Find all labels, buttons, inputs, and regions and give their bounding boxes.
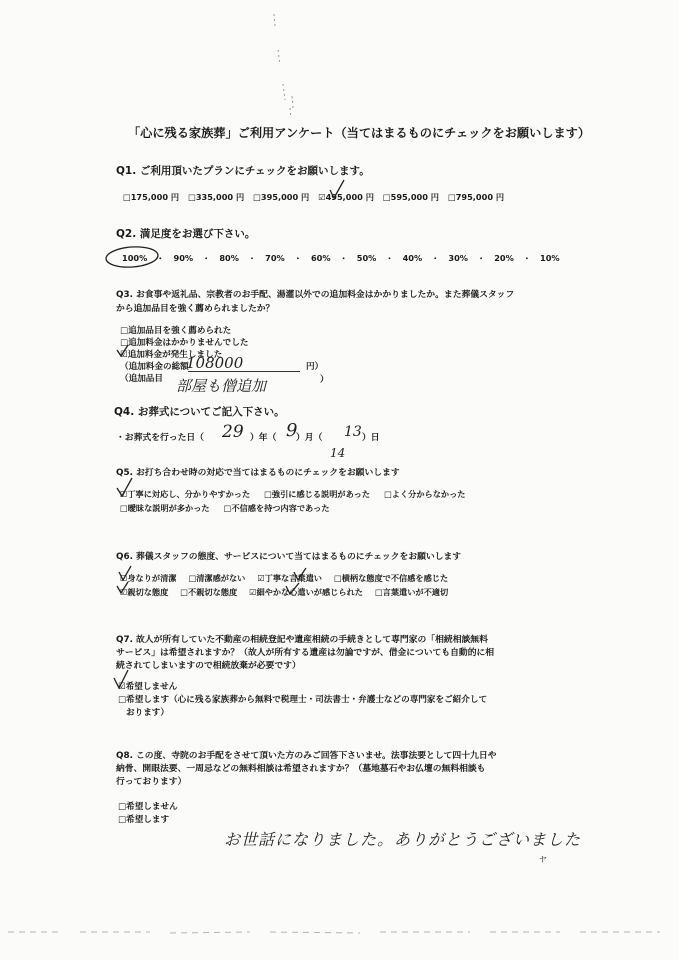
q7-option-yes-line2: おります） bbox=[126, 708, 169, 718]
scan-noise-top bbox=[274, 14, 293, 118]
q6-check-mark-2 bbox=[294, 568, 306, 580]
q6-check-mark-3 bbox=[117, 582, 128, 593]
q3-option-extra-fee[interactable]: ☑追加料金が発生しました bbox=[120, 350, 223, 360]
q4-month-value[interactable]: 9 bbox=[286, 420, 298, 441]
q3-item-label: （追加品目 bbox=[120, 374, 163, 384]
q3-check-mark bbox=[117, 345, 128, 356]
q8-question-line2: 納骨、開眼法要、一周忌などの無料相談は希望されますか？（墓地墓石やお仏壇の無料相談も bbox=[116, 764, 486, 774]
q4-year-label: ）年（ bbox=[250, 433, 277, 443]
q6-option-polite-language[interactable]: ☑丁寧な言葉遣い bbox=[257, 573, 322, 583]
q2-options: 100% ・ 90% ・ 80% ・ 70% ・ 60% ・ 50% ・ 40% ・ 30% ・ 20% ・ 10% bbox=[122, 253, 560, 263]
q2-option-90[interactable]: 90% bbox=[173, 253, 194, 263]
q6-check-mark-4 bbox=[286, 583, 299, 594]
corner-mark: ヤ bbox=[538, 855, 546, 864]
q6-option-attentive[interactable]: ☑細やかな心遣いが感じられた bbox=[249, 587, 363, 597]
q5-option-unclear[interactable]: □よく分からなかった bbox=[384, 489, 466, 499]
survey-title: 「心に残る家族葬」ご利用アンケート（当てはまるものにチェックをお願いします） bbox=[128, 126, 591, 140]
q3-question-line2: から追加品目を強く薦められましたか？ bbox=[116, 304, 275, 314]
q2-option-10[interactable]: 10% bbox=[540, 253, 560, 263]
q6-option-clean-appearance[interactable]: ☑身なりが清潔 bbox=[120, 573, 177, 583]
q7-question-line1: Q7. 故人が所有していた不動産の相続登記や遺産相続の手続きとして専門家の「相続相談無料 bbox=[116, 635, 488, 645]
q3-option-no-extra-fee[interactable]: □追加料金はかかりませんでした bbox=[120, 338, 249, 348]
q1-option-175000[interactable]: □175,000 円 bbox=[123, 192, 180, 202]
q2-option-60[interactable]: 60% bbox=[310, 253, 331, 263]
q6-option-improper-language[interactable]: □言葉遣いが不適切 bbox=[374, 587, 449, 597]
handwritten-comment: お世話になりました。ありがとうございました bbox=[224, 830, 582, 849]
q6-check-mark-1 bbox=[119, 566, 131, 580]
q5-option-polite[interactable]: ☑丁寧に対応し、分かりやすかった bbox=[120, 489, 251, 499]
q1-option-495000[interactable]: ☑495,000 円 bbox=[318, 192, 374, 202]
q2-option-70[interactable]: 70% bbox=[265, 253, 285, 263]
q1-option-795000[interactable]: □795,000 円 bbox=[447, 192, 505, 202]
q3-item-value[interactable]: 部屋も僧追加 bbox=[176, 377, 267, 395]
q2-option-30[interactable]: 30% bbox=[448, 253, 468, 263]
q5-question: Q5. お打ち合わせ時の対応で当てはまるものにチェックをお願いします bbox=[116, 468, 400, 478]
q3-total-value[interactable]: 108000 bbox=[186, 354, 244, 372]
q3-option-strongly-recommended[interactable]: □追加品目を強く薦められた bbox=[120, 326, 232, 336]
q8-question-line3: 行っております） bbox=[116, 777, 187, 787]
q2-option-80[interactable]: 80% bbox=[219, 253, 239, 263]
q4-year-value[interactable]: 29 bbox=[222, 422, 244, 442]
q8-option-yes[interactable]: □希望します bbox=[118, 815, 170, 825]
q6-option-kind[interactable]: ☑親切な態度 bbox=[120, 587, 169, 597]
q2-option-50[interactable]: 50% bbox=[356, 253, 377, 263]
q4-day-extra[interactable]: 14 bbox=[330, 446, 346, 460]
q2-selection-circle bbox=[105, 245, 158, 269]
q2-option-20[interactable]: 20% bbox=[494, 253, 514, 263]
q2-option-40[interactable]: 40% bbox=[402, 253, 423, 263]
q5-option-distrust[interactable]: □不信感を持つ内容であった bbox=[223, 503, 330, 513]
q7-option-yes[interactable]: □希望します（心に残る家族葬から無料で税理士・司法書士・弁護士などの専門家をご紹介して bbox=[118, 695, 488, 705]
q4-month-label: ）月（ bbox=[296, 433, 323, 443]
q1-question: Q1. ご利用頂いたプランにチェックをお願いします。 bbox=[116, 165, 370, 177]
q5-check-mark bbox=[117, 478, 132, 496]
q1-option-395000[interactable]: □395,000 円 bbox=[253, 192, 310, 202]
q8-option-no[interactable]: □希望しません bbox=[118, 802, 178, 812]
q6-option-not-clean[interactable]: □清潔感がない bbox=[188, 573, 246, 583]
q4-day-value[interactable]: 13 bbox=[344, 424, 362, 440]
q6-option-arrogant[interactable]: □横柄な態度で不信感を感じた bbox=[334, 573, 449, 583]
q7-check-mark bbox=[114, 670, 128, 688]
q6-question: Q6. 葬儀スタッフの態度、サービスについて当てはまるものにチェックをお願いします bbox=[116, 552, 462, 562]
q4-date-label: ・お葬式を行った日（ bbox=[116, 433, 204, 443]
q3-question-line1: Q3. お食事や返礼品、宗教者のお手配、湯灌以外での追加料金はかかりましたか。また葬儀スタッフ bbox=[116, 290, 515, 300]
q1-option-335000[interactable]: □335,000 円 bbox=[188, 192, 245, 202]
scan-noise-bottom bbox=[8, 932, 660, 933]
q5-option-vague[interactable]: □曖昧な説明が多かった bbox=[120, 503, 210, 513]
q1-check-mark bbox=[330, 180, 344, 198]
q8-question-line1: Q8. この度、寺院のお手配をさせて頂いた方のみご回答下さいませ。法事法要として四十九日や bbox=[116, 751, 497, 761]
q7-option-no[interactable]: ☑希望しません bbox=[118, 682, 178, 692]
q2-option-100[interactable]: 100% bbox=[122, 253, 148, 263]
q7-question-line3: 続されてしまいますので相続放棄が必要です） bbox=[116, 661, 301, 671]
q6-option-unkind[interactable]: □不親切な態度 bbox=[180, 587, 238, 597]
q4-day-label: ）日 bbox=[362, 433, 380, 443]
q2-question: Q2. 満足度をお選び下さい。 bbox=[116, 228, 256, 240]
q4-question: Q4. お葬式についてご記入下さい。 bbox=[114, 406, 285, 418]
q3-total-label: （追加料金の総額 bbox=[120, 362, 189, 372]
q1-option-595000[interactable]: □595,000 円 bbox=[382, 192, 439, 202]
q3-total-unit: 円） bbox=[306, 362, 324, 372]
q7-question-line2: サービス」は希望されますか？（故人が所有する遺産は勿論ですが、借金についても自動的に相 bbox=[116, 648, 495, 658]
q3-item-close: ） bbox=[320, 375, 329, 385]
q5-option-pushy[interactable]: □強引に感じる説明があった bbox=[264, 489, 371, 499]
